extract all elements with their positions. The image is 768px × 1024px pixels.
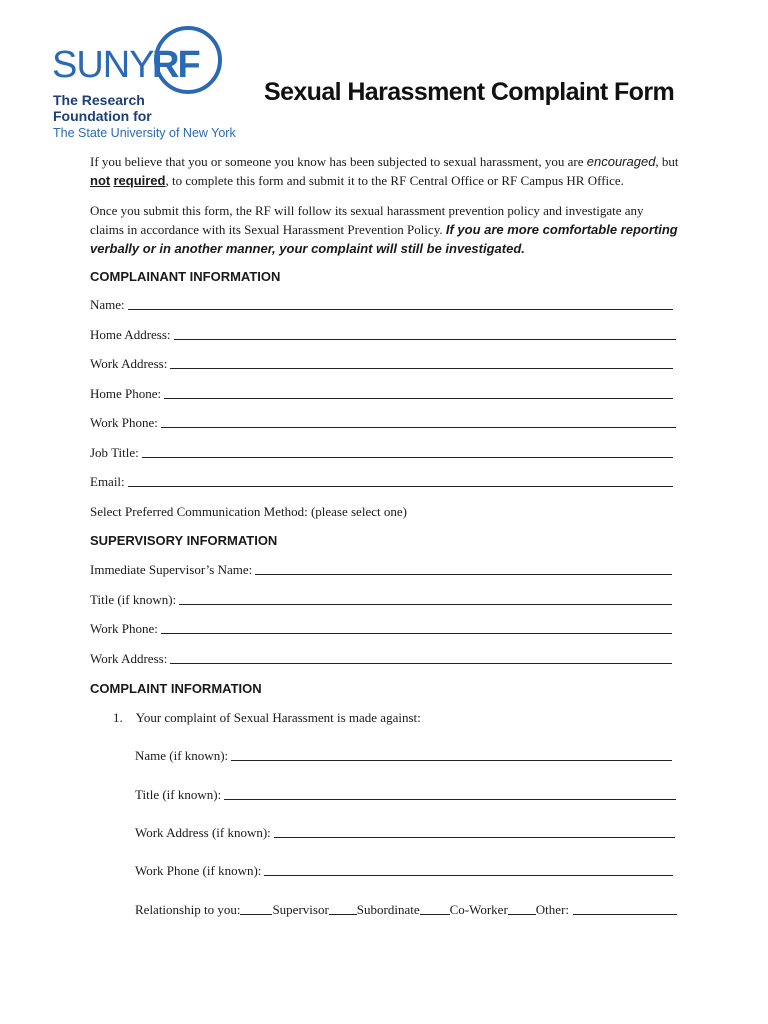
work-phone-field[interactable] <box>90 415 676 431</box>
item-text: Your complaint of Sexual Harassment is made against: <box>135 710 421 725</box>
supervisor-work-phone-label: Work Phone: <box>90 621 158 636</box>
intro-text: , to complete this form and submit it to the RF Central Office or RF Campus HR Office. <box>165 173 624 188</box>
job-title-label: Job Title: <box>90 445 139 460</box>
intro-encouraged: encouraged <box>586 154 656 169</box>
respondent-title-input-line[interactable] <box>224 798 676 800</box>
work-address-label: Work Address: <box>90 356 168 371</box>
other-input-line[interactable] <box>573 913 677 915</box>
logo-text-line1: The Research <box>53 92 145 108</box>
supervisor-name-input-line[interactable] <box>255 573 672 575</box>
supervisor-title-label: Title (if known): <box>90 592 177 607</box>
home-address-label: Home Address: <box>90 327 171 342</box>
respondent-name-field[interactable] <box>135 748 672 764</box>
supervisor-work-phone-field[interactable] <box>90 621 672 637</box>
intro-text: , but <box>655 154 679 169</box>
home-address-field[interactable] <box>90 327 676 343</box>
name-input-line[interactable] <box>128 308 673 310</box>
respondent-work-address-label: Work Address (if known): <box>135 825 271 840</box>
home-address-input-line[interactable] <box>174 338 676 340</box>
work-phone-input-line[interactable] <box>161 426 676 428</box>
intro-paragraph-1 <box>90 152 680 190</box>
email-field[interactable] <box>90 474 673 490</box>
respondent-name-label: Name (if known): <box>135 748 229 763</box>
intro-text: If you believe that you or someone you know has been subjected to sexual harassment, you are <box>90 154 587 169</box>
supervisor-name-label: Immediate Supervisor’s Name: <box>90 562 253 577</box>
subordinate-option: Subordinate <box>356 902 420 917</box>
home-phone-label: Home Phone: <box>90 386 162 401</box>
supervisor-name-field[interactable] <box>90 562 672 578</box>
suny-rf-logo <box>52 26 252 146</box>
item-number: 1. <box>113 710 123 725</box>
supervisor-option: Supervisor <box>272 902 329 917</box>
respondent-title-label: Title (if known): <box>135 787 222 802</box>
intro-emphasis: If you are more comfortable reporting verbally or in another manner, your complaint will still be investigated. <box>90 222 678 256</box>
supervisory-heading: SUPERVISORY INFORMATION <box>90 533 278 548</box>
other-blank[interactable] <box>508 913 536 915</box>
home-phone-input-line[interactable] <box>164 397 673 399</box>
job-title-field[interactable] <box>90 445 673 461</box>
name-field[interactable] <box>90 297 673 313</box>
supervisor-work-address-label: Work Address: <box>90 651 168 666</box>
intro-text: Once you submit this form, the RF will follow its sexual harassment prevention policy and investigate any claims in accordance with its Sexual Harassment Prevention Policy. <box>90 203 644 237</box>
page-title: Sexual Harassment Complaint Form <box>264 78 675 106</box>
respondent-work-address-field[interactable] <box>135 825 675 841</box>
respondent-work-address-input-line[interactable] <box>274 836 675 838</box>
respondent-work-phone-field[interactable] <box>135 863 673 879</box>
preferred-communication-label: Select Preferred Communication Method: (please select one) <box>90 504 407 519</box>
name-label: Name: <box>90 297 125 312</box>
intro-required: required <box>113 173 166 188</box>
supervisor-work-phone-input-line[interactable] <box>161 632 672 634</box>
logo-text-line3: The State University of New York <box>53 126 236 140</box>
respondent-work-phone-input-line[interactable] <box>264 874 673 876</box>
coworker-blank[interactable] <box>420 913 450 915</box>
respondent-title-field[interactable] <box>135 787 676 803</box>
work-address-input-line[interactable] <box>170 367 673 369</box>
logo-suny: SUNY <box>52 44 154 86</box>
relationship-label: Relationship to you: <box>135 902 241 917</box>
intro-not: not <box>90 173 111 188</box>
coworker-option: Co-Worker <box>449 902 508 917</box>
complainant-heading: COMPLAINANT INFORMATION <box>90 269 281 284</box>
intro-paragraph-2 <box>90 201 680 258</box>
home-phone-field[interactable] <box>90 386 673 402</box>
supervisor-title-input-line[interactable] <box>179 603 672 605</box>
supervisor-work-address-input-line[interactable] <box>170 662 672 664</box>
supervisor-work-address-field[interactable] <box>90 651 672 667</box>
respondent-work-phone-label: Work Phone (if known): <box>135 863 262 878</box>
logo-text-line2: Foundation for <box>53 108 152 124</box>
supervisor-blank[interactable] <box>240 913 272 915</box>
work-phone-label: Work Phone: <box>90 415 158 430</box>
complaint-item-1 <box>113 710 421 726</box>
email-label: Email: <box>90 474 125 489</box>
other-option: Other: <box>535 902 570 917</box>
complaint-heading: COMPLAINT INFORMATION <box>90 681 262 696</box>
subordinate-blank[interactable] <box>329 913 357 915</box>
supervisor-title-field[interactable] <box>90 592 672 608</box>
email-input-line[interactable] <box>128 485 673 487</box>
work-address-field[interactable] <box>90 356 673 372</box>
respondent-name-input-line[interactable] <box>231 759 672 761</box>
logo-rf: RF <box>152 44 199 86</box>
job-title-input-line[interactable] <box>142 456 673 458</box>
relationship-row <box>135 902 677 918</box>
